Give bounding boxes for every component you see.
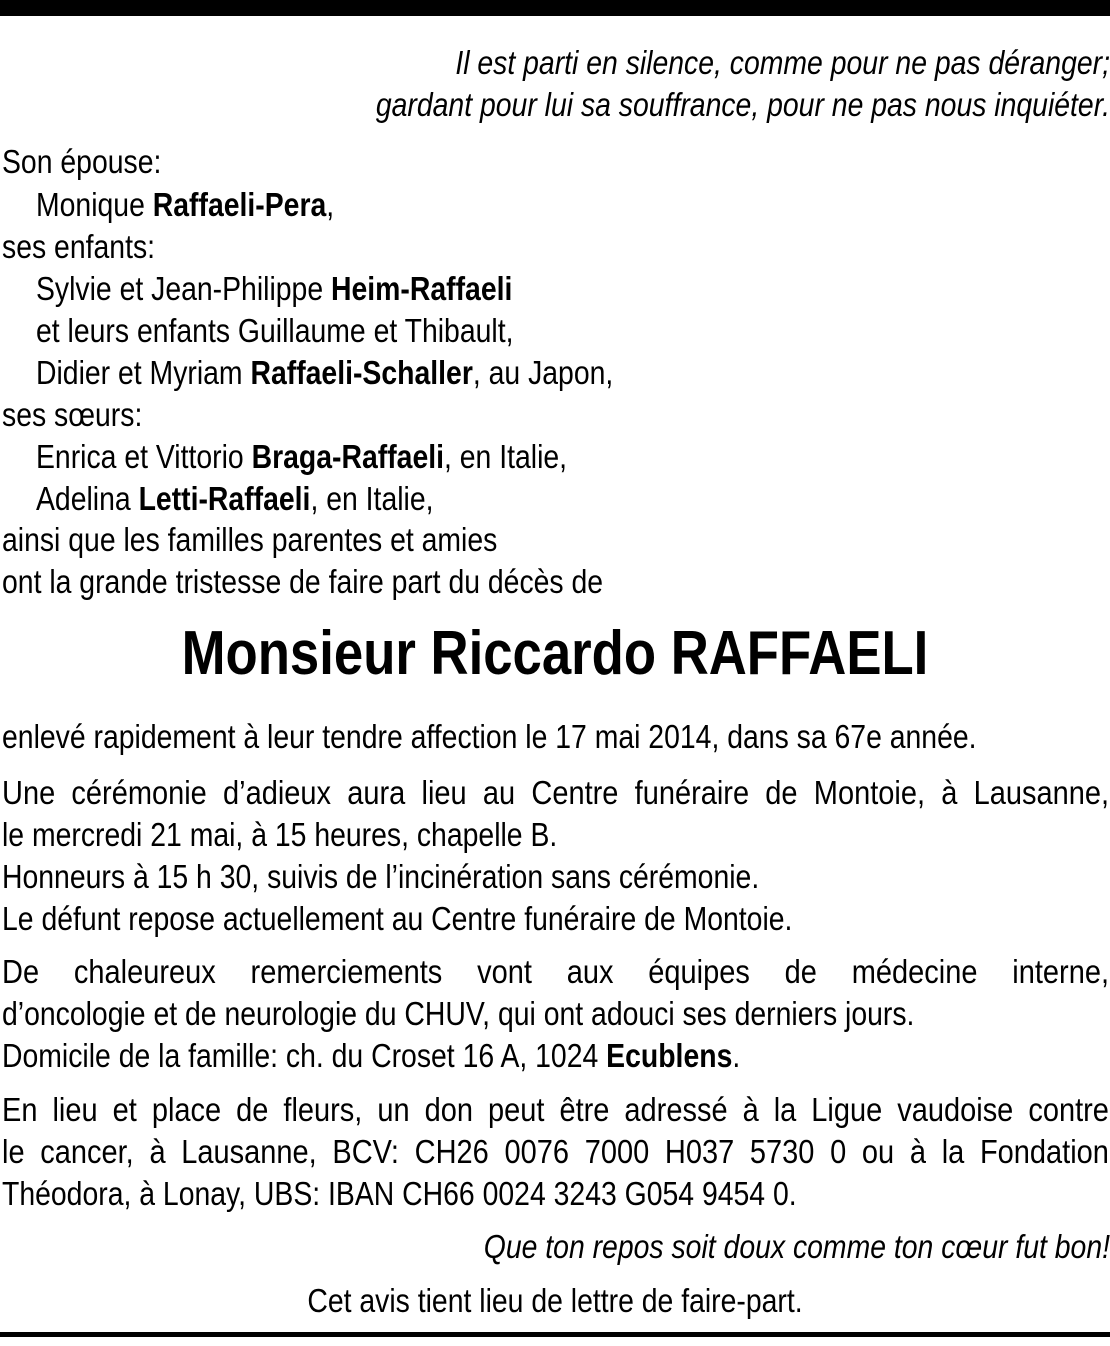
donation-line-1-words [2,1089,1109,1131]
sisters-label: ses sœurs: [2,396,143,433]
word: ou [861,1133,895,1170]
word: équipes [648,953,750,990]
word: cérémonie [71,774,207,811]
ceremony-line-3: Honneurs à 15 h 30, suivis de l’incinération sans cérémonie. [2,858,760,895]
ceremony-line-1 [2,772,1110,814]
child-entry-2: Didier et Myriam Raffaeli-Schaller, au Japon, [36,354,614,391]
word: à [909,1133,926,1170]
relatives-line: ainsi que les familles parentes et amies [2,521,498,558]
sister-entry-1: Enrica et Vittorio Braga-Raffaeli, en Italie, [36,438,568,475]
word: le [2,1133,25,1170]
word: médecine [851,953,978,990]
donation-line-2 [2,1131,1110,1173]
word: Fondation [979,1133,1109,1170]
word: En [2,1091,38,1128]
sister-1-surname: Braga-Raffaeli [251,438,445,475]
word: de [765,774,798,811]
top-rule [0,0,1110,16]
child-1-surname: Heim-Raffaeli [331,270,513,307]
word: Une [2,774,56,811]
word: la [773,1091,797,1128]
donation-line-1 [2,1089,1110,1131]
ceremony-line-2: le mercredi 21 mai, à 15 heures, chapelle B. [2,816,558,853]
word: place [151,1091,222,1128]
domicile-city: Ecublens [606,1037,733,1074]
word: CH26 [414,1133,489,1170]
announcement-line: ont la grande tristesse de faire part du décès de [2,563,604,600]
word: funéraire [634,774,750,811]
word: et [112,1091,137,1128]
word: H037 [664,1133,735,1170]
spouse-label: Son épouse: [2,143,162,180]
word: De [2,953,40,990]
word: 0076 [504,1133,569,1170]
epigraph-line-2: gardant pour lui sa souffrance, pour ne pas nous inquiéter. [375,86,1110,123]
word: un [377,1091,410,1128]
grandchildren-entry: et leurs enfants Guillaume et Thibault, [36,312,514,349]
word: cancer, [40,1133,134,1170]
donation-line-3: Théodora, à Lonay, UBS: IBAN CH66 0024 3243 G054 9454 0. [2,1175,797,1212]
word: d’adieux [223,774,332,811]
word: interne, [1012,953,1110,990]
word: adressé [624,1091,728,1128]
word: être [559,1091,610,1128]
thanks-line-1 [2,951,1110,993]
word: aux [566,953,614,990]
word: remerciements [250,953,443,990]
word: 5730 [749,1133,815,1170]
word: lieu [52,1091,98,1128]
word: à [742,1091,759,1128]
word: Montoie, [813,774,926,811]
word: aura [347,774,406,811]
sister-2-surname: Letti-Raffaeli [138,480,311,517]
children-label: ses enfants: [2,228,156,265]
ceremony-line-1-words [2,772,1109,814]
word: vaudoise [897,1091,1014,1128]
spouse-entry: Monique Raffaeli-Pera, [36,186,335,223]
notice-line: Cet avis tient lieu de lettre de faire-part. [307,1282,803,1319]
sister-entry-2: Adelina Letti-Raffaeli, en Italie, [36,480,434,517]
word: 0 [830,1133,847,1170]
donation-line-2-words [2,1131,1109,1173]
word: fleurs, [283,1091,363,1128]
ceremony-line-4: Le défunt repose actuellement au Centre funéraire de Montoie. [2,900,793,937]
word: BCV: [332,1133,399,1170]
word: Lausanne, [973,774,1110,811]
thanks-line-2: d’oncologie et de neurologie du CHUV, qui ont adouci ses derniers jours. [2,995,915,1032]
spouse-surname: Raffaeli-Pera [152,186,327,223]
word: la [941,1133,965,1170]
child-entry-1: Sylvie et Jean-Philippe Heim-Raffaeli [36,270,513,307]
word: chaleureux [73,953,216,990]
death-line: enlevé rapidement à leur tendre affection le 17 mai 2014, dans sa 67e année. [2,718,977,755]
word: de [236,1091,269,1128]
closing-line: Que ton repos soit doux comme ton cœur fut bon! [483,1228,1110,1265]
word: à [941,774,958,811]
word: au [482,774,516,811]
bottom-rule [0,1332,1110,1337]
word: peut [488,1091,545,1128]
word: Ligue [811,1091,883,1128]
word: à [149,1133,166,1170]
thanks-line-1-words [2,951,1109,993]
domicile-line: Domicile de la famille: ch. du Croset 16 A, 1024 Ecublens. [2,1037,741,1074]
word: Centre [531,774,619,811]
word: de [784,953,817,990]
child-2-surname: Raffaeli-Schaller [250,354,473,391]
word: Lausanne, [181,1133,317,1170]
deceased-name: Monsieur Riccardo RAFFAELI [181,619,929,688]
word: don [424,1091,474,1128]
word: vont [477,953,532,990]
word: 7000 [584,1133,650,1170]
word: contre [1028,1091,1109,1128]
epigraph-line-1: Il est parti en silence, comme pour ne pas déranger; [455,44,1110,81]
word: lieu [421,774,467,811]
